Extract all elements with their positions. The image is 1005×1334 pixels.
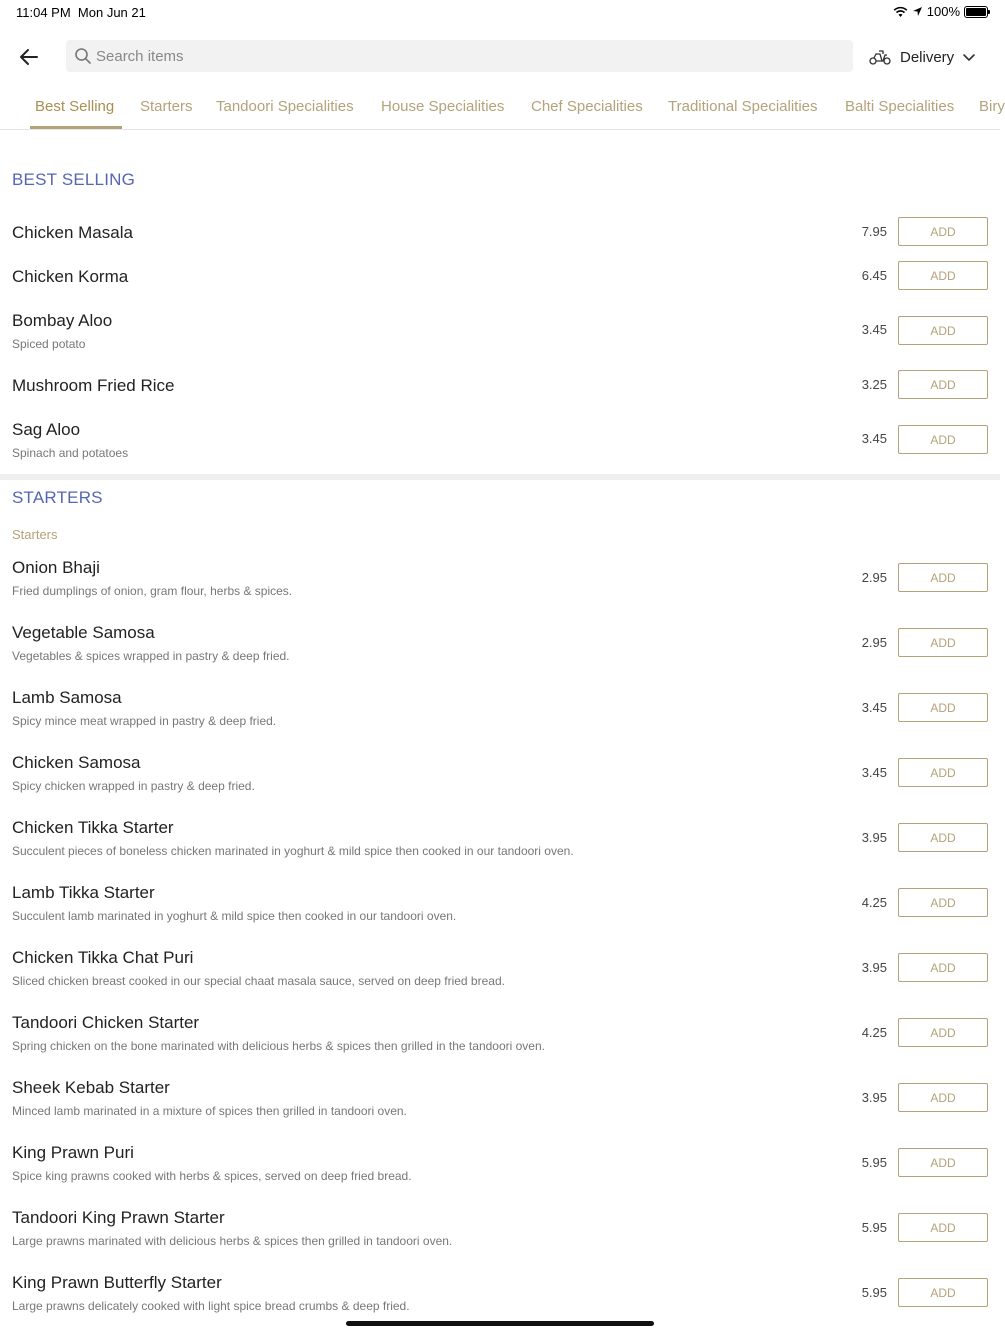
search-icon [74,47,92,65]
add-button[interactable]: ADD [898,1083,988,1112]
item-name: Lamb Tikka Starter [12,883,155,902]
item-description: Spicy chicken wrapped in pastry & deep fried. [12,779,255,793]
back-arrow-icon[interactable] [16,44,42,70]
tab-tandoori-specialities[interactable]: Tandoori Specialities [216,98,354,115]
item-price: 7.95 [861,224,887,239]
add-button[interactable]: ADD [898,1148,988,1177]
top-bar [0,40,1000,74]
item-price: 4.25 [861,1025,887,1040]
delivery-label: Delivery [900,48,955,66]
subcategory-label: Starters [12,527,58,542]
item-price: 5.95 [861,1155,887,1170]
add-button[interactable]: ADD [898,370,988,399]
add-button[interactable]: ADD [898,758,988,787]
delivery-selector[interactable] [868,44,976,70]
item-description: Sliced chicken breast cooked in our special chaat masala sauce, served on deep fried bread. [12,974,505,988]
status-bar [0,0,1000,24]
add-button[interactable]: ADD [898,563,988,592]
item-price: 3.95 [861,1090,887,1105]
section-title-best-selling: BEST SELLING [12,170,136,189]
item-name: Sag Aloo [12,420,81,439]
item-name: Vegetable Samosa [12,623,155,642]
item-name: Chicken Samosa [12,753,141,772]
item-price: 2.95 [861,635,887,650]
tab-biryani[interactable]: Biry [979,98,1005,115]
add-button[interactable]: ADD [898,953,988,982]
item-name: Bombay Aloo [12,311,113,330]
chevron-down-icon [962,52,976,62]
item-description: Large prawns delicately cooked with light spice bread crumbs & deep fried. [12,1299,410,1313]
add-button[interactable]: ADD [898,693,988,722]
item-price: 3.95 [861,960,887,975]
section-title-starters: STARTERS [12,488,103,507]
item-name: Chicken Masala [12,223,133,242]
item-description: Spring chicken on the bone marinated with delicious herbs & spices then grilled in the tandoori oven. [12,1039,545,1053]
add-button[interactable]: ADD [898,1278,988,1307]
scooter-icon [868,48,892,66]
item-price: 3.45 [861,322,887,337]
add-button[interactable]: ADD [898,1213,988,1242]
home-indicator [346,1321,654,1326]
item-description: Spice king prawns cooked with herbs & spices, served on deep fried bread. [12,1169,412,1183]
active-tab-indicator [30,126,122,129]
location-arrow-icon [912,6,923,17]
item-name: Lamb Samosa [12,688,122,707]
item-name: Chicken Korma [12,267,129,286]
item-description: Vegetables & spices wrapped in pastry & deep fried. [12,649,290,663]
tab-chef-specialities[interactable]: Chef Specialities [531,98,643,115]
item-name: Tandoori Chicken Starter [12,1013,200,1032]
item-description: Spiced potato [12,337,86,351]
item-description: Fried dumplings of onion, gram flour, herbs & spices. [12,584,293,598]
item-description: Spinach and potatoes [12,446,129,460]
search-input[interactable] [96,40,836,72]
item-description: Spicy mince meat wrapped in pastry & deep fried. [12,714,277,728]
add-button[interactable]: ADD [898,425,988,454]
item-name: Tandoori King Prawn Starter [12,1208,225,1227]
item-price: 5.95 [861,1220,887,1235]
item-price: 5.95 [861,1285,887,1300]
item-description: Large prawns marinated with delicious herbs & spices then grilled in tandoori oven. [12,1234,453,1248]
add-button[interactable]: ADD [898,1018,988,1047]
add-button[interactable]: ADD [898,823,988,852]
item-name: King Prawn Puri [12,1143,134,1162]
category-tabs [0,88,1005,130]
add-button[interactable]: ADD [898,316,988,345]
add-button[interactable]: ADD [898,628,988,657]
tab-house-specialities[interactable]: House Specialities [381,98,505,115]
add-button[interactable]: ADD [898,888,988,917]
item-name: Sheek Kebab Starter [12,1078,170,1097]
item-price: 3.95 [861,830,887,845]
tab-starters[interactable]: Starters [140,98,193,115]
item-price: 6.45 [861,268,887,283]
status-indicators [893,4,988,19]
add-button[interactable]: ADD [898,261,988,290]
item-price: 3.45 [861,700,887,715]
section-divider [0,474,1000,480]
item-name: Chicken Tikka Chat Puri [12,948,194,967]
item-price: 2.95 [861,570,887,585]
item-description: Succulent lamb marinated in yoghurt & mild spice then cooked in our tandoori oven. [12,909,457,923]
item-price: 4.25 [861,895,887,910]
item-name: King Prawn Butterfly Starter [12,1273,222,1292]
search-bar [66,40,853,72]
item-description: Minced lamb marinated in a mixture of spices then grilled in tandoori oven. [12,1104,407,1118]
battery-percent: 100% [926,4,960,19]
tab-traditional-specialities[interactable]: Traditional Specialities [668,98,818,115]
tab-best-selling[interactable]: Best Selling [35,98,115,115]
item-name: Chicken Tikka Starter [12,818,174,837]
item-price: 3.45 [861,765,887,780]
battery-icon [964,6,988,18]
item-description: Succulent pieces of boneless chicken marinated in yoghurt & mild spice then cooked in our tandoori oven. [12,844,574,858]
item-name: Mushroom Fried Rice [12,376,175,395]
item-price: 3.25 [861,377,887,392]
status-time: 11:04 PM Mon Jun 21 [16,5,146,20]
item-price: 3.45 [861,431,887,446]
wifi-icon [893,6,908,18]
tab-balti-specialities[interactable]: Balti Specialities [845,98,955,115]
add-button[interactable]: ADD [898,217,988,246]
item-name: Onion Bhaji [12,558,100,577]
